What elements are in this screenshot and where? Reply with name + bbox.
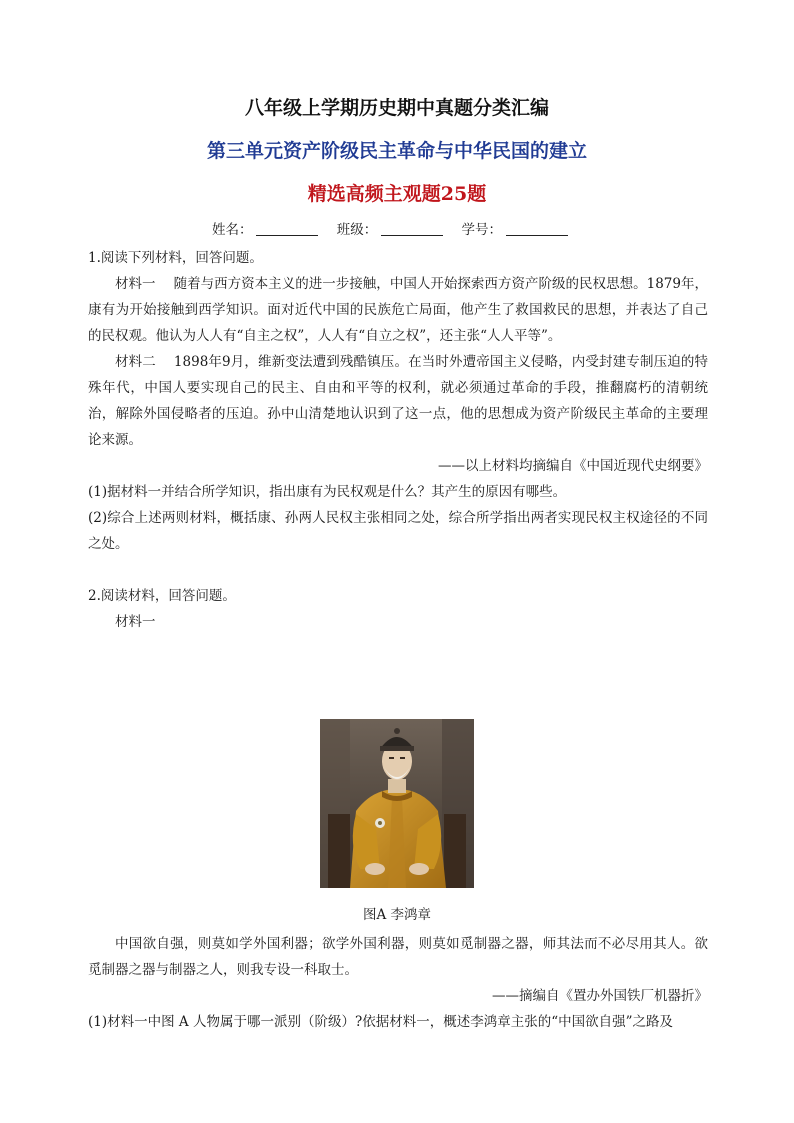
question-1-sub-2: (2)综合上述两则材料，概括康、孙两人民权主张相同之处，综合所学指出两者实现民权主权途径的不同之处。 <box>88 510 708 552</box>
id-label: 学号： <box>461 222 503 238</box>
li-hongzhang-portrait <box>320 719 474 888</box>
question-2-stem: 2.阅读材料，回答问题。 <box>88 588 236 604</box>
material-2-text: 1898年9月，维新变法遭到残酷镇压。在当时外遭帝国主义侵略，内受封建专制压迫的特殊年代，中国人要实现自己的民主、自由和平等的权利，就必须通过革命的手段，推翻腐朽的清朝统治，解除外国侵略者的压迫。孙中山清楚地认识到了这一点，他的思想成为资产阶级民主革命的主要理论来源。 <box>88 354 708 448</box>
student-info <box>0 218 794 238</box>
material-2 <box>88 349 708 453</box>
question-2-source: ——摘编自《置办外国铁厂机器折》 <box>492 988 708 1004</box>
material-1 <box>88 271 708 349</box>
material-1-label: 材料一 <box>115 276 156 292</box>
question-1-stem: 1.阅读下列材料，回答问题。 <box>88 250 263 266</box>
question-2-material-1-label: 材料一 <box>115 614 156 630</box>
material-source: ——以上材料均摘编自《中国近现代史纲要》 <box>438 458 708 474</box>
portrait-caption: 图A 李鸿章 <box>362 907 432 923</box>
question-2-material-text: 中国欲自强，则莫如学外国利器；欲学外国利器，则莫如觅制器之器，师其法而不必尽用其人。欲觅制器之器与制器之人，则我专设一科取士。 <box>88 936 708 978</box>
name-blank[interactable] <box>256 223 318 236</box>
unit-title: 第三单元资产阶级民主革命与中华民国的建立 <box>206 140 587 162</box>
section-title: 精选高频主观题25题 <box>307 183 487 205</box>
document-title: 八年级上学期历史期中真题分类汇编 <box>244 97 549 119</box>
question-1-sub-1: (1)据材料一并结合所学知识，指出康有为民权观是什么？其产生的原因有哪些。 <box>88 484 567 500</box>
class-blank[interactable] <box>381 223 443 236</box>
question-2-sub-1: (1)材料一中图 A 人物属于哪一派别（阶级）?依据材料一，概述李鸿章主张的“中国欲自强”之路及 <box>88 1014 673 1030</box>
material-1-text: 随着与西方资本主义的进一步接触，中国人开始探索西方资产阶级的民权思想。1879年，康有为开始接触到西学知识。面对近代中国的民族危亡局面，他产生了救国救民的思想，并表达了自己的民权观。他认为人人有“自主之权”，人人有“自立之权”，还主张“人人平等”。 <box>88 276 709 344</box>
material-2-label: 材料二 <box>115 354 156 370</box>
question-2-body <box>88 931 708 1035</box>
question-1 <box>88 245 708 635</box>
spacer <box>88 557 708 583</box>
name-label: 姓名： <box>211 222 253 238</box>
id-blank[interactable] <box>506 223 568 236</box>
class-label: 班级： <box>336 222 378 238</box>
